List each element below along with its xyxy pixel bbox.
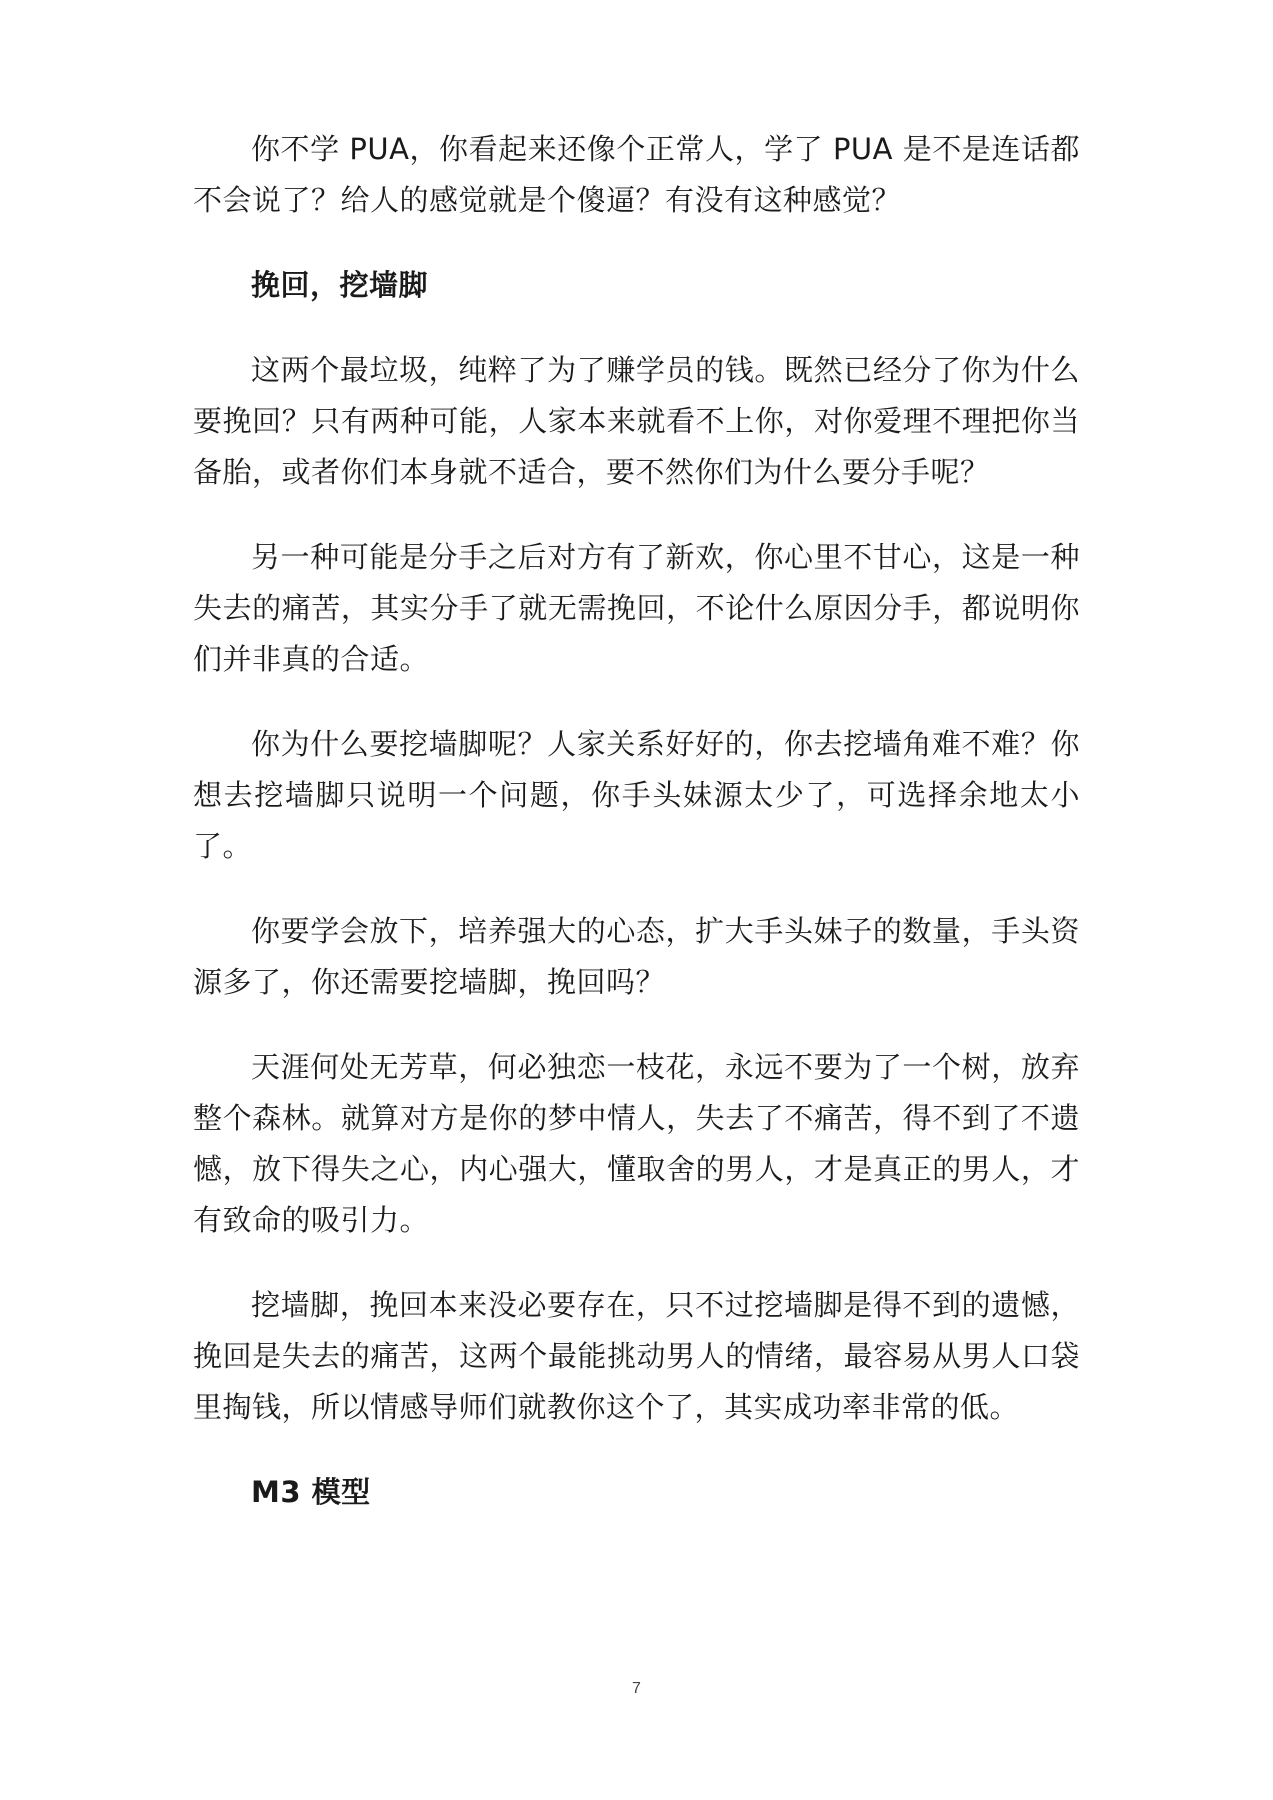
- page-number: 7: [632, 1680, 641, 1697]
- paragraph-proverb: 天涯何处无芳草，何必独恋一枝花，永远不要为了一个树，放弃整个森林。就算对方是你的梦中情人，失去了不痛苦，得不到了不遗憾，放下得失之心，内心强大，懂取舍的男人，才是真正的男人，才有致命的吸引力。: [193, 1050, 1080, 1237]
- paragraph-let-go: 你要学会放下，培养强大的心态，扩大手头妹子的数量，手头资源多了，你还需要挖墙脚，挽回吗？: [193, 914, 1080, 999]
- paragraph-win-back-reasons: 这两个最垃圾，纯粹了为了赚学员的钱。既然已经分了你为什么要挽回？只有两种可能，人家本来就看不上你，对你爱理不理把你当备胎，或者你们本身就不适合，要不然你们为什么要分手呢？: [193, 353, 1080, 489]
- section-heading-win-back: 挽回，挖墙脚: [251, 268, 429, 302]
- paragraph-new-partner: 另一种可能是分手之后对方有了新欢，你心里不甘心，这是一种失去的痛苦，其实分手了就无需挽回，不论什么原因分手，都说明你们并非真的合适。: [193, 540, 1080, 676]
- document-body: [193, 124, 1080, 1552]
- paragraph-poaching: 你为什么要挖墙脚呢？人家关系好好的，你去挖墙角难不难？你想去挖墙脚只说明一个问题，你手头妹源太少了，可选择余地太小了。: [193, 727, 1080, 863]
- section-heading-m3-model: M3 模型: [251, 1475, 371, 1509]
- paragraph-pua-intro: 你不学 PUA，你看起来还像个正常人，学了 PUA 是不是连话都不会说了？给人的感觉就是个傻逼？有没有这种感觉？: [193, 132, 1080, 217]
- paragraph-conclusion: 挖墙脚，挽回本来没必要存在，只不过挖墙脚是得不到的遗憾，挽回是失去的痛苦，这两个最能挑动男人的情绪，最容易从男人口袋里掏钱，所以情感导师们就教你这个了，其实成功率非常的低。: [193, 1288, 1080, 1424]
